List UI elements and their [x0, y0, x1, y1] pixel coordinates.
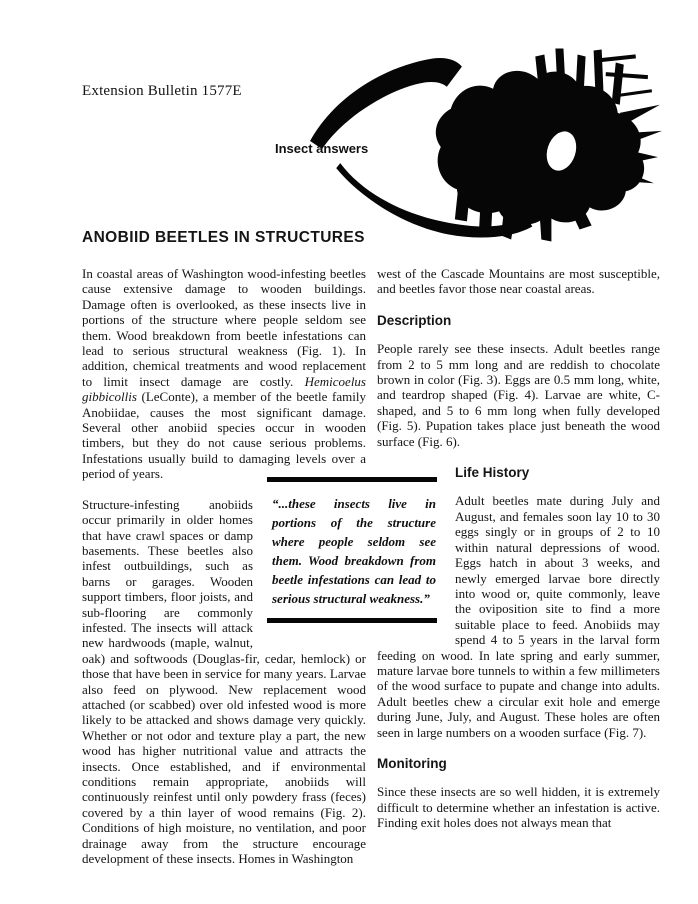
pull-quote [267, 477, 437, 623]
intro-text-b: (LeConte), a member of the beetle family Anobiidae, causes the most significant damage. Several other anobiid species occur in wooden timbers, but they do not cause serious problems. Infestations usually build to damaging levels over a period of years. [82, 389, 366, 482]
description-heading: Description [377, 312, 452, 328]
pull-quote-text: “...these insects live in portions of the structure where people seldom see them. Wood breakdown from beetle infestations can lead to serious structural weakness.” [272, 496, 436, 606]
description-paragraph: People rarely see these insects. Adult beetles range from 2 to 5 mm long and are reddish to chocolate brown in color (Fig. 3). Eggs are 0.5 mm long, white, and teardrop shaped (Fig. 4). Larvae are white, C-shaped, and 5 to 6 mm long when fully developed (Fig. 5). Pupation takes place just beneath the wood surface (Fig. 6). [377, 341, 660, 449]
life-history-heading: Life History [455, 465, 530, 481]
insect-answers-label: Insect answers [275, 141, 369, 156]
quote-rule-top [267, 477, 437, 482]
species-name: Hemicoelus gibbicollis [82, 373, 366, 405]
intro-text-a: In coastal areas of Washington wood-infesting beetles cause extensive damage to wooden buildings. Damage often is overlooked, as these insects live in portions of the structure where people seldom see them. Wood breakdown from beetle infestations can lead to serious structural weakness (Fig. 1). In addition, chemical treatments and wood replacement to limit insect damage are costly. [82, 266, 366, 389]
intro-paragraph [82, 266, 366, 482]
habitat-text: Structure-infesting anobiids occur primarily in older homes that have crawl spaces or damp basements. These beetles also infest outbuildings, such as barns or garages. Wooden support timbers, floor joists, and sub-flooring are commonly infested. The insects will attack new hardwoods (maple, walnut, oak) and softwoods (Douglas-fir, cedar, hemlock) or those that have been in service for many years. Larvae also feed on plywood. New replacement wood attached (or scabbed) over old infested wood is more likely to be attacked and shows damage very quickly. Whether or not odor and texture play a part, the new wood has higher nutritional value and attracts the insects. Once established, and if environmental conditions remain appropriate, anobiids will continuously reinfest until only powdery frass (feces) covered by a thin layer of wood remains (Fig. 2). Conditions of high moisture, no ventilation, and poor drainage away from the structure encourage development of these insects. Homes in Washington [82, 496, 366, 867]
monitoring-heading: Monitoring [377, 755, 447, 771]
cascade-paragraph: west of the Cascade Mountains are most susceptible, and beetles favor those near coastal areas. [377, 266, 660, 297]
monitoring-paragraph: Since these insects are so well hidden, it is extremely difficult to determine whether an infestation is active. Finding exit holes does not always mean that [377, 784, 660, 831]
quote-rule-bottom [267, 618, 437, 623]
bulletin-number: Extension Bulletin 1577E [82, 83, 242, 99]
page-title: ANOBIID BEETLES IN STRUCTURES [82, 229, 365, 246]
life-history-paragraph: Adult beetles mate during July and August, and females soon lay 10 to 30 eggs singly or in groups of 2 to 10 within natural depressions of wood. Eggs hatch in about 3 weeks, and newly emerged larvae bore directly into wood or, quite commonly, leave the oviposition site to find a more suitable place to feed. Anobiids may spend 4 to 5 years in the larval form feeding on wood. In late spring and early summer, mature larvae bore tunnels to within a few millimeters of the wood surface to pupate and change into adults. Adult beetles chew a circular exit hole and emerge during June, July, and August. These holes are often seen in large numbers on a wooden surface (Fig. 7). [377, 493, 660, 740]
